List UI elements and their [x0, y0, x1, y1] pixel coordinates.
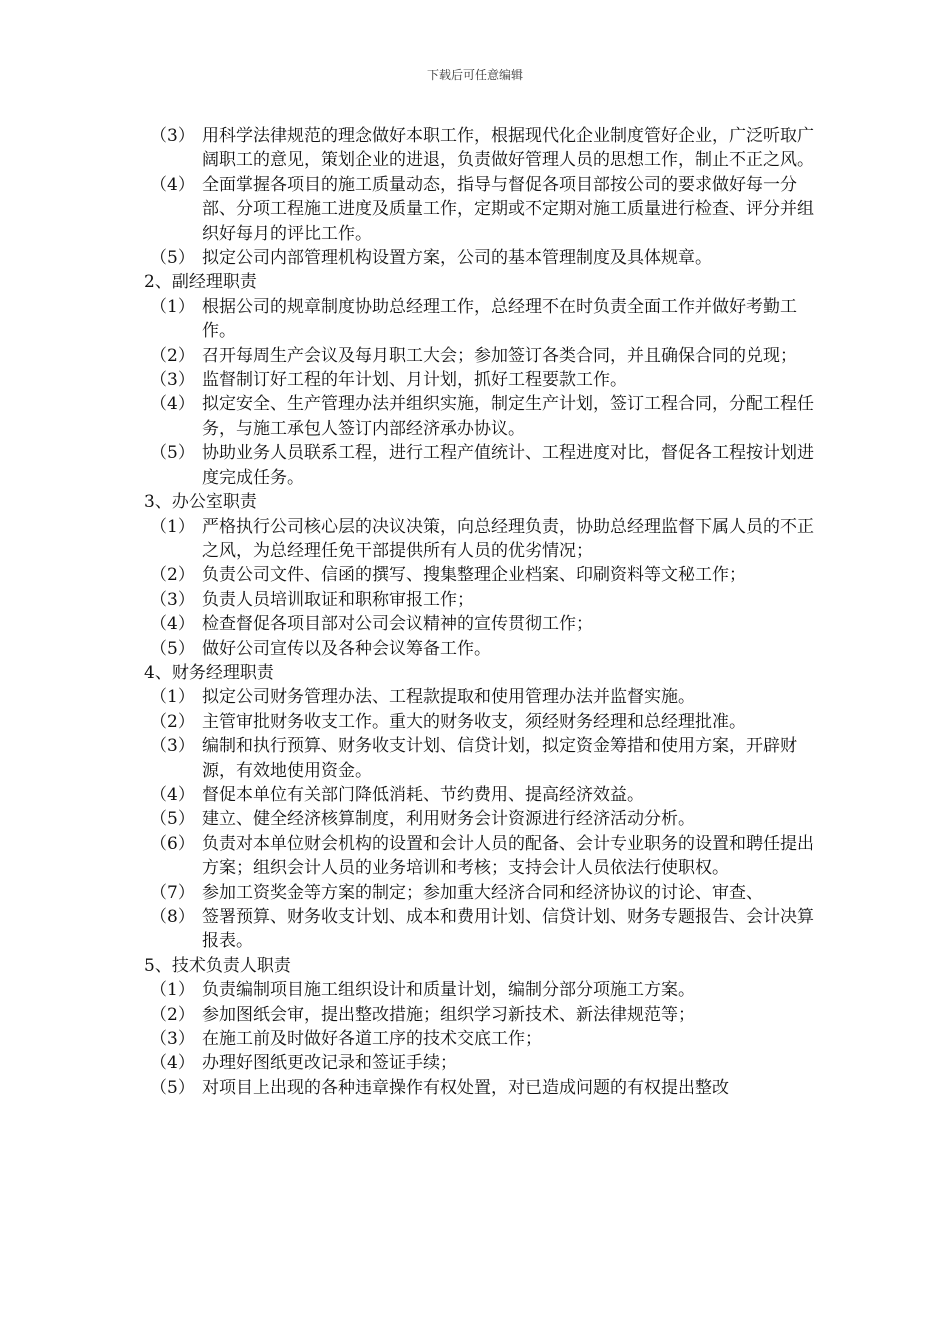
list-item [150, 832, 826, 881]
section-heading: 5、技术负责人职责 [144, 955, 291, 976]
item-number: （1） [150, 687, 195, 708]
list-item [150, 124, 826, 173]
item-number: （3） [150, 1029, 195, 1050]
document-body [144, 124, 826, 1100]
item-number: （1） [150, 980, 195, 1001]
item-text: 对项目上出现的各种违章操作有权处置，对已造成问题的有权提出整改 [202, 1077, 729, 1098]
item-number: （3） [150, 736, 195, 757]
item-number: （8） [150, 907, 195, 927]
list-item [150, 392, 826, 441]
item-number: （2） [150, 1004, 195, 1025]
item-number: （5） [150, 1077, 195, 1098]
item-text: 检查督促各项目部对公司会议精神的宣传贯彻工作； [202, 614, 593, 635]
list-item [150, 710, 826, 734]
list-item [150, 515, 826, 564]
item-number: （1） [150, 296, 195, 317]
list-item [150, 441, 826, 490]
item-text: 用科学法律规范的理念做好本职工作，根据现代化企业制度管好企业，广泛听取广阔职工的意见，策划企业的进退，负责做好管理人员的思想工作，制止不正之风。 [202, 126, 814, 171]
item-text: 拟定安全、生产管理办法并组织实施，制定生产计划，签订工程合同，分配工程任务，与施工承包人签订内部经济承办协议。 [202, 394, 814, 439]
list-item [150, 881, 826, 905]
item-text: 严格执行公司核心层的决议决策，向总经理负责，协助总经理监督下属人员的不正之风，为总经理任免干部提供所有人员的优劣情况； [202, 516, 814, 561]
item-text: 编制和执行预算、财务收支计划、信贷计划，拟定资金筹措和使用方案，开辟财源，有效地使用资金。 [202, 736, 797, 781]
item-number: （5） [150, 809, 195, 830]
item-number: （2） [150, 345, 195, 366]
item-number: （4） [150, 394, 195, 415]
list-item [150, 685, 826, 709]
item-number: （3） [150, 589, 195, 610]
list-item [150, 1051, 826, 1075]
item-text: 负责人员培训取证和职称审报工作； [202, 589, 474, 610]
list-item [150, 344, 826, 368]
item-text: 办理好图纸更改记录和签证手续； [202, 1053, 457, 1074]
item-text: 负责编制项目施工组织设计和质量计划，编制分部分项施工方案。 [202, 980, 695, 1001]
item-number: （3） [150, 370, 195, 391]
list-item [150, 905, 826, 954]
item-number: （2） [150, 711, 195, 732]
item-text: 参加图纸会审，提出整改措施；组织学习新技术、新法律规范等； [202, 1004, 695, 1025]
item-text: 根据公司的规章制度协助总经理工作，总经理不在时负责全面工作并做好考勤工作。 [202, 296, 797, 342]
item-number: （4） [150, 174, 195, 195]
item-number: （4） [150, 1053, 195, 1074]
item-text: 主管审批财务收支工作。重大的财务收支，须经财务经理和总经理批准。 [202, 711, 746, 732]
list-item [150, 637, 826, 661]
list-item [150, 563, 826, 587]
section-heading: 4、财务经理职责 [144, 662, 274, 683]
list-item [150, 588, 826, 612]
item-text: 参加工资奖金等方案的制定；参加重大经济合同和经济协议的讨论、审查、 [202, 882, 763, 903]
item-number: （3） [150, 126, 195, 146]
item-text: 召开每周生产会议及每月职工大会；参加签订各类合同，并且确保合同的兑现； [202, 345, 797, 366]
item-number: （6） [150, 833, 195, 854]
item-number: （5） [150, 443, 195, 464]
item-text: 负责对本单位财会机构的设置和会计人员的配备、会计专业职务的设置和聘任提出方案；组织会计人员的业务培训和考核；支持会计人员依法行使职权。 [202, 833, 814, 879]
list-item [150, 1027, 826, 1051]
page-header: 下载后可任意编辑 [426, 68, 523, 82]
item-number: （1） [150, 516, 195, 537]
item-text: 协助业务人员联系工程，进行工程产值统计、工程进度对比，督促各工程按计划进度完成任务。 [202, 443, 814, 488]
list-item [150, 807, 826, 831]
item-text: 建立、健全经济核算制度，利用财务会计资源进行经济活动分析。 [202, 809, 695, 830]
list-item [150, 978, 826, 1002]
item-text: 做好公司宣传以及各种会议筹备工作。 [202, 638, 491, 659]
list-item [150, 1076, 826, 1100]
item-text: 督促本单位有关部门降低消耗、节约费用、提高经济效益。 [202, 784, 644, 805]
list-item [150, 612, 826, 636]
list-item [150, 295, 826, 344]
item-text: 拟定公司内部管理机构设置方案，公司的基本管理制度及具体规章。 [202, 248, 712, 269]
item-text: 全面掌握各项目的施工质量动态，指导与督促各项目部按公司的要求做好每一分部、分项工程施工进度及质量工作，定期或不定期对施工质量进行检查、评分并组织好每月的评比工作。 [202, 174, 814, 244]
item-text: 签署预算、财务收支计划、成本和费用计划、信贷计划、财务专题报告、会计决算报表。 [202, 907, 814, 952]
section-heading: 3、办公室职责 [144, 492, 257, 513]
list-item [150, 734, 826, 783]
item-number: （4） [150, 784, 195, 805]
item-text: 监督制订好工程的年计划、月计划，抓好工程要款工作。 [202, 370, 627, 391]
item-number: （5） [150, 638, 195, 659]
item-number: （7） [150, 882, 195, 903]
item-text: 在施工前及时做好各道工序的技术交底工作； [202, 1029, 542, 1050]
list-item [150, 783, 826, 807]
list-item [150, 173, 826, 246]
list-item [150, 368, 826, 392]
item-number: （5） [150, 248, 195, 269]
item-text: 负责公司文件、信函的撰写、搜集整理企业档案、印刷资料等文秘工作； [202, 565, 746, 586]
list-item [150, 246, 826, 270]
section-heading: 2、副经理职责 [144, 272, 257, 293]
item-number: （2） [150, 565, 195, 586]
list-item [150, 1003, 826, 1027]
item-number: （4） [150, 614, 195, 635]
item-text: 拟定公司财务管理办法、工程款提取和使用管理办法并监督实施。 [202, 687, 695, 708]
